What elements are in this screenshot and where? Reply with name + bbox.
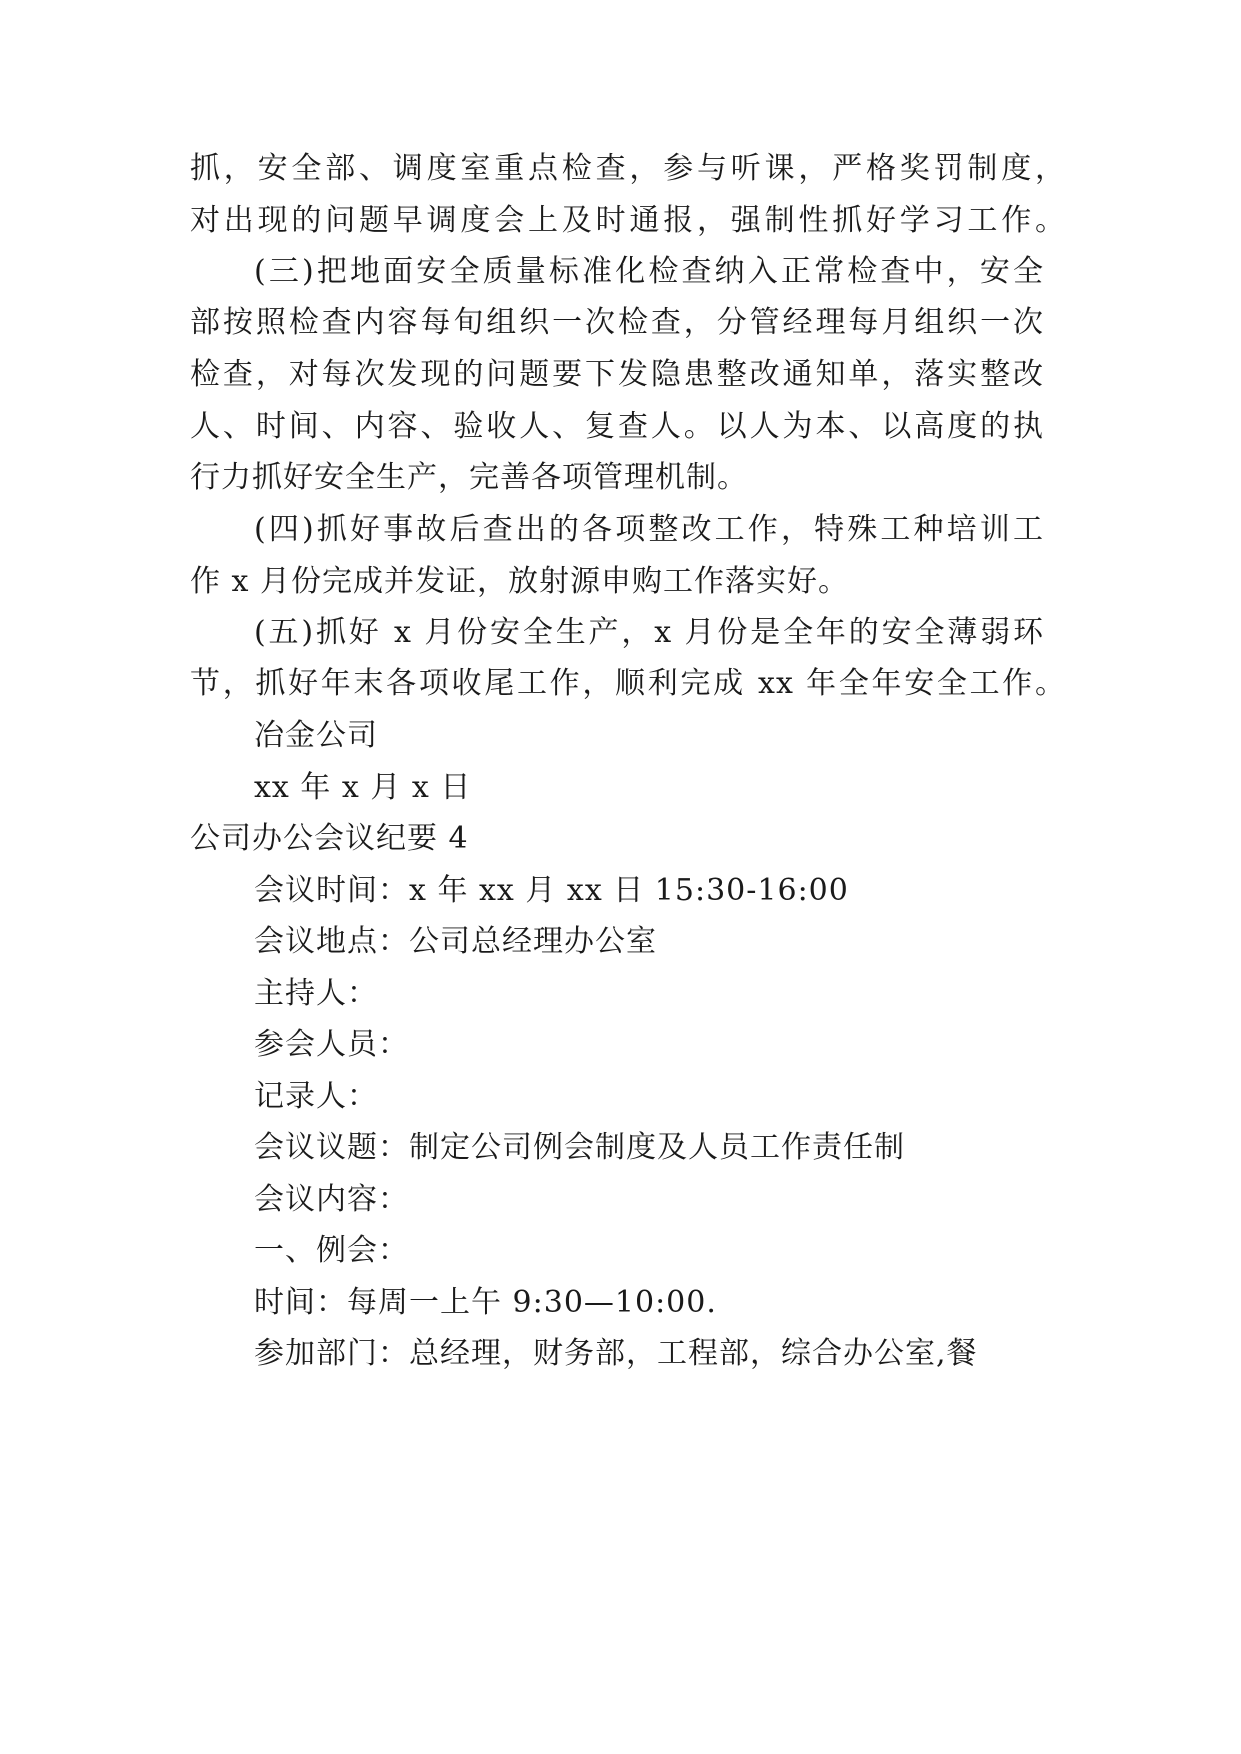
section-title: 公司办公会议纪要 4 [190, 821, 469, 856]
paragraph-line: 节，抓好年末各项收尾工作，顺利完成 xx 年全年安全工作。 [190, 666, 1066, 701]
paragraph-line: 人、时间、内容、验收人、复查人。以人为本、以高度的执 [190, 409, 1044, 444]
list-item: 参加部门：总经理，财务部，工程部，综合办公室,餐 [254, 1336, 978, 1371]
meeting-location: 会议地点：公司总经理办公室 [254, 924, 657, 959]
paragraph-line: 抓，安全部、调度室重点检查，参与听课，严格奖罚制度， [190, 151, 1066, 186]
paragraph-line: 检查，对每次发现的问题要下发隐患整改通知单，落实整改 [190, 357, 1044, 392]
paragraph-line: 作 x 月份完成并发证，放射源申购工作落实好。 [190, 564, 849, 599]
meeting-attendees: 参会人员： [254, 1027, 409, 1062]
paragraph-line: (五)抓好 x 月份安全生产，x 月份是全年的安全薄弱环 [254, 615, 1044, 650]
meeting-recorder: 记录人： [254, 1079, 378, 1114]
paragraph-line: 对出现的问题早调度会上及时通报，强制性抓好学习工作。 [190, 203, 1066, 238]
meeting-host: 主持人： [254, 976, 378, 1011]
list-heading: 一、例会： [254, 1233, 409, 1268]
paragraph-line: 部按照检查内容每旬组织一次检查，分管经理每月组织一次 [190, 305, 1044, 340]
meeting-content-label: 会议内容： [254, 1182, 409, 1217]
meeting-time: 会议时间：x 年 xx 月 xx 日 15:30-16:00 [254, 873, 849, 908]
list-item: 时间：每周一上午 9:30—10:00. [254, 1285, 717, 1320]
signature-date: xx 年 x 月 x 日 [254, 770, 472, 805]
paragraph-line: 行力抓好安全生产，完善各项管理机制。 [190, 460, 748, 495]
signature-company: 冶金公司 [254, 718, 378, 753]
meeting-topic: 会议议题：制定公司例会制度及人员工作责任制 [254, 1130, 905, 1165]
paragraph-line: (四)抓好事故后查出的各项整改工作，特殊工种培训工 [254, 512, 1044, 547]
paragraph-line: (三)把地面安全质量标准化检查纳入正常检查中，安全 [254, 254, 1044, 289]
